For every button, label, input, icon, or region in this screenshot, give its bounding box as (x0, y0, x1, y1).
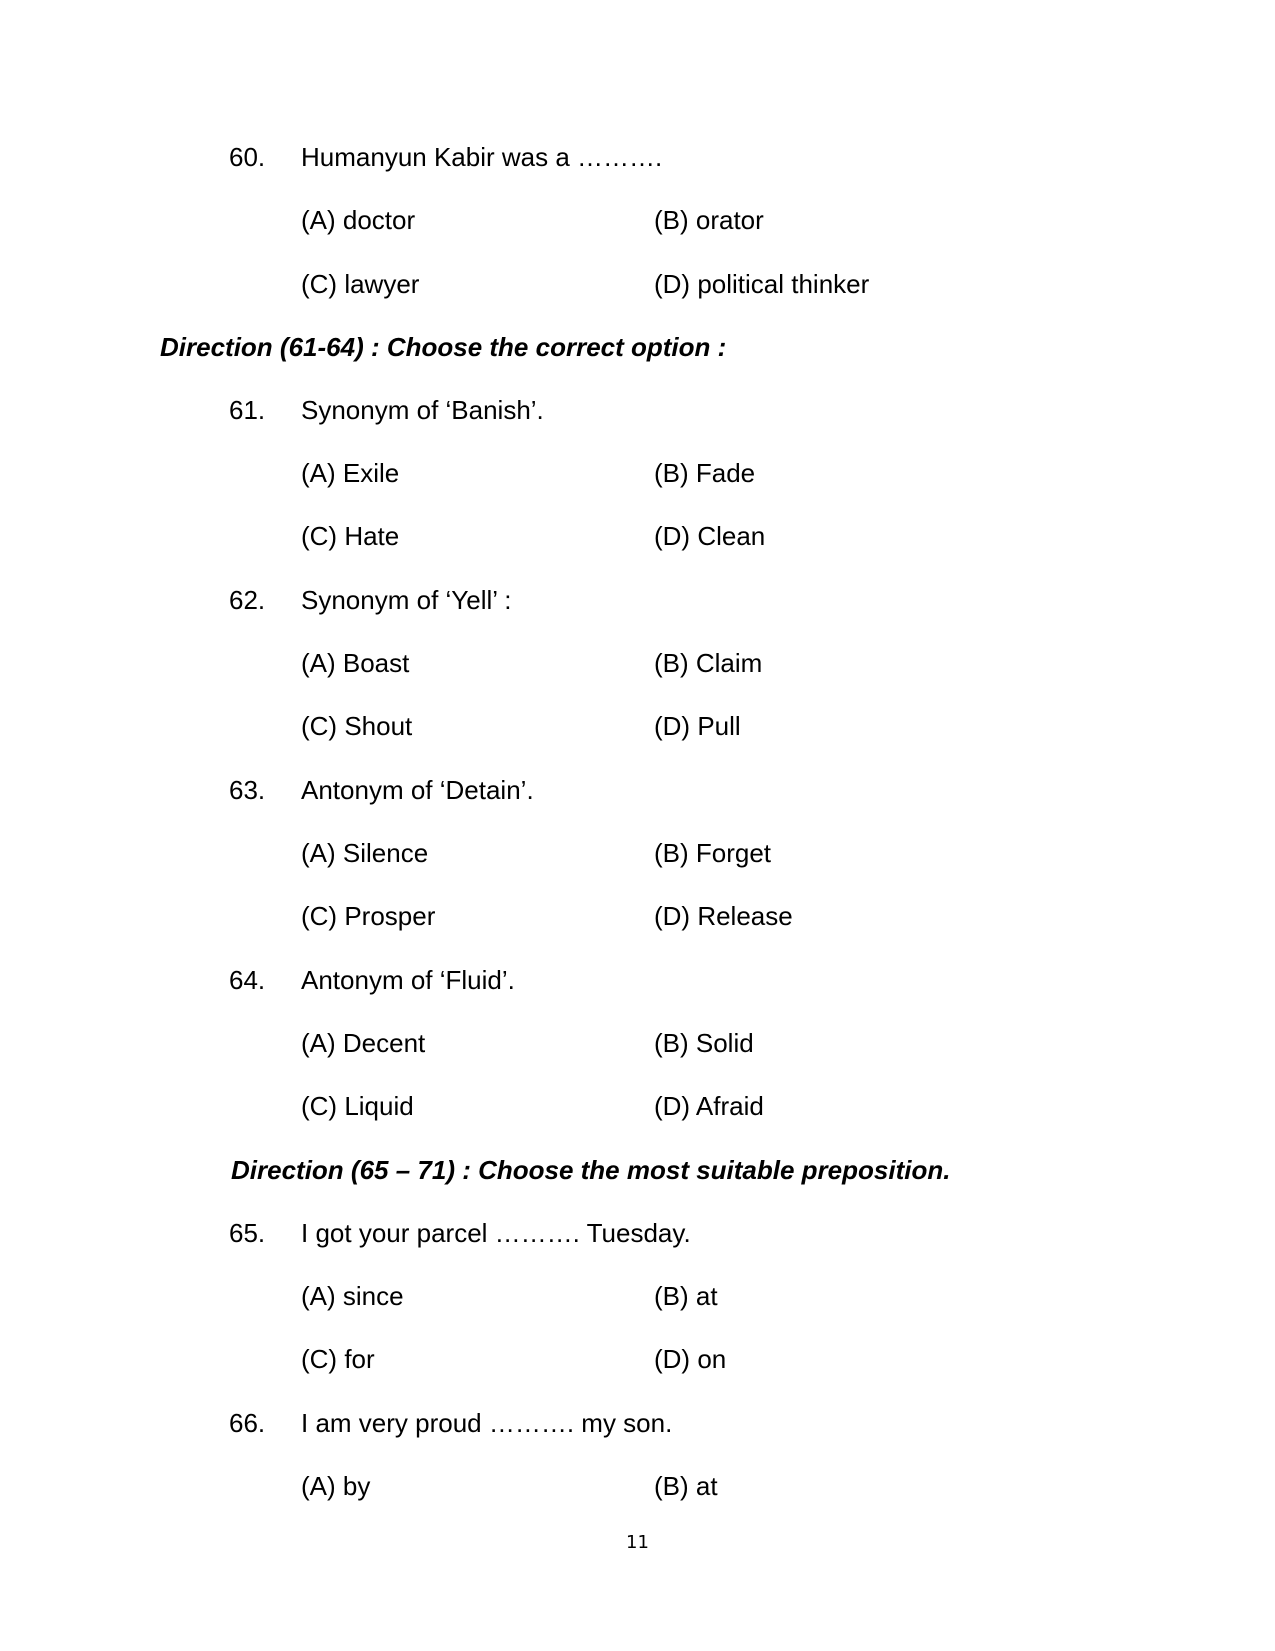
option-c: (C) Prosper (301, 901, 436, 931)
option-a: (A) Decent (301, 1028, 426, 1058)
options-row (0, 1086, 1275, 1126)
question-text: Antonym of ‘Fluid’. (301, 965, 515, 995)
option-d: (D) Pull (654, 711, 741, 741)
question-number: 63. (229, 775, 266, 805)
options-row (0, 1339, 1275, 1379)
options-row (0, 1023, 1275, 1063)
options-row (0, 516, 1275, 556)
option-c: (C) for (301, 1344, 375, 1374)
option-b: (B) orator (654, 205, 764, 235)
question-text: I am very proud ………. my son. (301, 1408, 673, 1438)
option-c: (C) lawyer (301, 269, 420, 299)
direction-heading: Direction (61-64) : Choose the correct option : (160, 332, 727, 362)
question-61 (0, 390, 1275, 430)
question-number: 64. (229, 965, 266, 995)
options-row (0, 1466, 1275, 1506)
question-65 (0, 1213, 1275, 1253)
option-b: (B) Fade (654, 458, 756, 488)
option-d: (D) political thinker (654, 269, 870, 299)
question-number: 62. (229, 585, 266, 615)
page-number: 11 (626, 1532, 649, 1553)
option-a: (A) doctor (301, 205, 416, 235)
question-text: Synonym of ‘Yell’ : (301, 585, 512, 615)
options-row (0, 264, 1275, 304)
options-row (0, 1276, 1275, 1316)
options-row (0, 706, 1275, 746)
question-text: Synonym of ‘Banish’. (301, 395, 544, 425)
question-text: Humanyun Kabir was a ………. (301, 142, 663, 172)
option-d: (D) Release (654, 901, 793, 931)
option-b: (B) Forget (654, 838, 772, 868)
option-b: (B) Claim (654, 648, 763, 678)
option-c: (C) Liquid (301, 1091, 414, 1121)
option-a: (A) Exile (301, 458, 400, 488)
option-d: (D) on (654, 1344, 727, 1374)
option-b: (B) Solid (654, 1028, 754, 1058)
question-64 (0, 960, 1275, 1000)
question-66 (0, 1403, 1275, 1443)
option-b: (B) at (654, 1281, 718, 1311)
question-63 (0, 770, 1275, 810)
question-text: Antonym of ‘Detain’. (301, 775, 534, 805)
question-62 (0, 580, 1275, 620)
options-row (0, 200, 1275, 240)
option-a: (A) Boast (301, 648, 410, 678)
option-a: (A) Silence (301, 838, 429, 868)
options-row (0, 643, 1275, 683)
question-number: 65. (229, 1218, 266, 1248)
option-c: (C) Shout (301, 711, 413, 741)
option-c: (C) Hate (301, 521, 400, 551)
question-60 (0, 137, 1275, 177)
option-b: (B) at (654, 1471, 718, 1501)
question-text: I got your parcel ………. Tuesday. (301, 1218, 691, 1248)
question-number: 61. (229, 395, 266, 425)
option-d: (D) Afraid (654, 1091, 764, 1121)
option-a: (A) since (301, 1281, 404, 1311)
question-number: 66. (229, 1408, 266, 1438)
options-row (0, 833, 1275, 873)
options-row (0, 453, 1275, 493)
option-a: (A) by (301, 1471, 371, 1501)
option-d: (D) Clean (654, 521, 766, 551)
direction-heading: Direction (65 – 71) : Choose the most suitable preposition. (231, 1155, 951, 1185)
question-number: 60. (229, 142, 266, 172)
options-row (0, 896, 1275, 936)
